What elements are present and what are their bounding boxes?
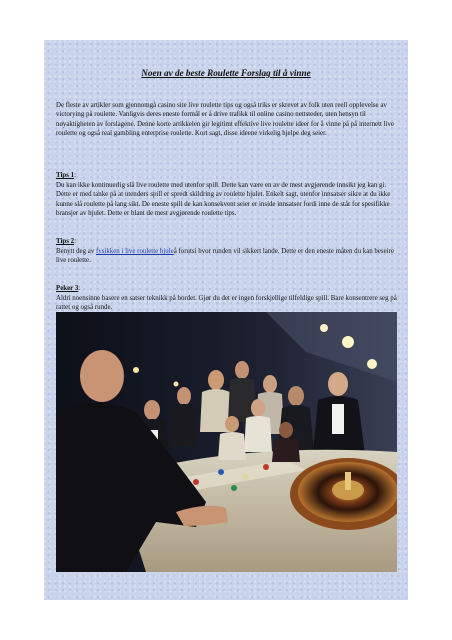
- person-body: [272, 438, 300, 462]
- intro-paragraph: De fleste av artikler som gjennomgå casino site live roulette tips og også triks er skrevet av folk uten reell opplevelse av victorying på roulette. Vanligvis deres eneste formål er å drive trafikk til online casino nettsteder, uten hensyn til nøyaktigheten av forslagene. Denne korte artikkelen gir legitimt effektive live roulette ideer for å vinne på på internett live roulette og også real gambling enterprise roulette. Kort sagt, disse ideene virkelig hjelpe deg seier.: [56, 102, 394, 138]
- tip-2-body-after: å forutsi hvor runden vil sikkert lande. Dette er den eneste måten du kan beseire live roulette.: [56, 248, 394, 265]
- ceiling-light: [367, 359, 377, 369]
- tip-3-heading-text: Peker 3: [56, 285, 79, 292]
- ceiling-light: [342, 336, 354, 348]
- tip-2-body-before: Benytt deg av: [56, 248, 96, 255]
- tip-1-heading: Tips 1:: [56, 172, 76, 179]
- document-page: [44, 40, 408, 600]
- person-head: [208, 370, 224, 390]
- person-head: [263, 375, 277, 393]
- person-body: [228, 378, 256, 422]
- player-head: [80, 350, 124, 402]
- tip-2-heading-text: Tips 2: [56, 238, 75, 245]
- ceiling-light: [174, 382, 179, 387]
- casino-roulette-photo: [56, 312, 397, 572]
- ceiling-light: [133, 367, 139, 373]
- ceiling-light: [320, 324, 328, 332]
- person-head: [279, 422, 293, 438]
- tip-1-body: Du kan ikke kontinuerlig slå live roulette med utenfor spill. Dette kan være en av de mest avgjørende innsikt jeg kan gi. Dette er med tanke på at utendørs spill er spredt skildring av roulette hjulet. Enkelt sagt, utenfor innsatser sikre at du ikke kunne slå roulette på lang sikt. De eneste spill de kan konsekvent seier er inside innsatser fordi inne de står for spesifikke bransjer av hjulet. Dette er blant de mest avgjørende roulette tips.: [56, 182, 391, 218]
- person-head: [288, 386, 304, 406]
- shirt-front: [332, 404, 344, 434]
- person-head: [144, 400, 160, 420]
- physics-link[interactable]: fysikken i live roulette hjule: [96, 248, 174, 255]
- person-body: [218, 432, 246, 460]
- person-body: [244, 416, 272, 452]
- person-head: [251, 399, 265, 417]
- person-head: [177, 387, 191, 405]
- roulette-wheel-turret: [345, 472, 351, 490]
- person-body: [170, 404, 198, 446]
- tip-3-body: Aldri noensinne basere en satser teknikk på bordet. Gjør du det er ingen forskjellige tilfeldige spill. Bare konsentrere seg på rattet og også runde.: [56, 295, 397, 312]
- tip-2-heading: Tips 2:: [56, 238, 76, 245]
- tip-1-heading-text: Tips 1: [56, 172, 75, 179]
- person-head: [225, 416, 239, 432]
- casino-photo-illustration: [56, 312, 397, 572]
- tip-2-body: [56, 247, 402, 266]
- document-title: Noen av de beste Roulette Forslag til å vinne: [141, 68, 311, 78]
- dealer-head: [328, 372, 348, 396]
- person-head: [235, 361, 249, 379]
- tip-3-heading: Peker 3:: [56, 285, 81, 292]
